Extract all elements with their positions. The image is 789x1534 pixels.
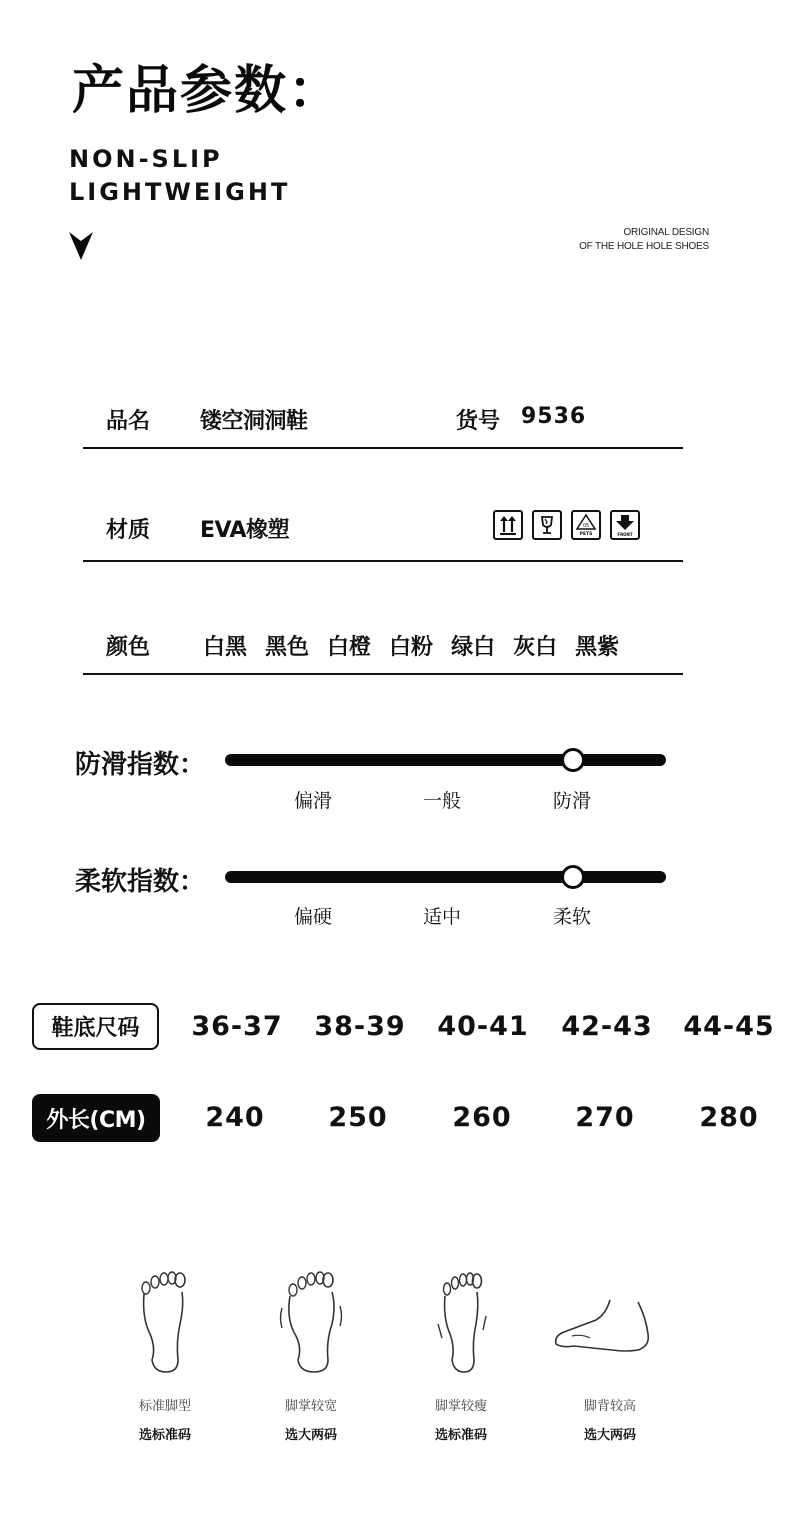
anti-slip-tick-high: 防滑 xyxy=(552,790,591,812)
softness-tick-mid: 适中 xyxy=(422,906,461,928)
this-way-up-icon xyxy=(493,510,523,540)
size-value: 36-37 xyxy=(191,1011,283,1042)
svg-text:05: 05 xyxy=(582,523,590,529)
sole-size-badge: 鞋底尺码 xyxy=(32,1003,159,1050)
divider xyxy=(83,447,683,449)
length-value: 250 xyxy=(328,1102,388,1133)
name-value: 镂空洞洞鞋 xyxy=(200,409,308,434)
original-design-note xyxy=(579,226,709,254)
size-value: 40-41 xyxy=(437,1011,529,1042)
foot-type-label: 标准脚型 xyxy=(138,1399,191,1414)
front-arrow-icon xyxy=(610,510,640,540)
softness-label: 柔软指数： xyxy=(75,867,206,897)
size-value: 38-39 xyxy=(314,1011,406,1042)
softness-tick-high: 柔软 xyxy=(552,906,591,928)
foot-advice-label: 选大两码 xyxy=(583,1428,636,1443)
front-text: FRONT xyxy=(617,532,633,537)
foot-type-label: 脚掌较瘦 xyxy=(434,1399,487,1414)
foot-advice-label: 选标准码 xyxy=(138,1428,191,1443)
foot-type-label: 脚背较高 xyxy=(583,1399,636,1414)
high-instep-foot-icon xyxy=(552,1296,656,1358)
tagline-non-slip: NON-SLIP xyxy=(69,145,223,173)
narrow-foot-icon xyxy=(428,1268,498,1376)
recycle-pets-icon xyxy=(571,510,601,540)
size-value: 42-43 xyxy=(561,1011,653,1042)
foot-advice-label: 选标准码 xyxy=(434,1428,487,1443)
color-option: 白粉 xyxy=(389,635,434,660)
length-badge: 外长(CM) xyxy=(32,1094,160,1142)
anti-slip-tick-low: 偏滑 xyxy=(293,790,332,812)
softness-knob xyxy=(561,865,585,889)
package-icons xyxy=(493,510,640,540)
tagline-lightweight: LIGHTWEIGHT xyxy=(69,178,291,206)
anti-slip-tick-mid: 一般 xyxy=(422,790,461,812)
color-option: 灰白 xyxy=(513,635,558,660)
wide-foot-icon xyxy=(278,1268,348,1376)
foot-type-label: 脚掌较宽 xyxy=(284,1399,337,1414)
color-options xyxy=(203,630,619,661)
name-label: 品名 xyxy=(106,409,151,434)
page-title: 产品参数： xyxy=(72,61,343,121)
color-option: 黑紫 xyxy=(575,635,620,660)
anti-slip-label: 防滑指数： xyxy=(75,750,206,780)
color-label: 颜色 xyxy=(106,635,151,660)
original-line-1: ORIGINAL DESIGN xyxy=(623,227,709,238)
color-option: 白橙 xyxy=(327,635,372,660)
foot-advice-label: 选大两码 xyxy=(284,1428,337,1443)
fragile-glass-icon xyxy=(532,510,562,540)
length-value: 280 xyxy=(699,1102,759,1133)
original-line-2: OF THE HOLE HOLE SHOES xyxy=(579,241,709,252)
code-label: 货号 xyxy=(456,409,501,434)
material-label: 材质 xyxy=(106,518,151,543)
softness-tick-low: 偏硬 xyxy=(293,906,332,928)
pets-text: PETS xyxy=(579,532,593,537)
color-option: 白黑 xyxy=(203,635,248,660)
anti-slip-track xyxy=(225,754,666,766)
standard-foot-icon xyxy=(130,1268,200,1376)
length-value: 270 xyxy=(575,1102,635,1133)
softness-track xyxy=(225,871,666,883)
divider xyxy=(83,560,683,562)
divider xyxy=(83,673,683,675)
anti-slip-knob xyxy=(561,748,585,772)
material-value: EVA橡塑 xyxy=(200,518,290,543)
size-value: 44-45 xyxy=(683,1011,775,1042)
length-value: 240 xyxy=(205,1102,265,1133)
down-arrow-icon xyxy=(68,231,94,261)
color-option: 绿白 xyxy=(451,635,496,660)
length-value: 260 xyxy=(452,1102,512,1133)
code-value: 9536 xyxy=(521,404,587,429)
color-option: 黑色 xyxy=(265,635,310,660)
